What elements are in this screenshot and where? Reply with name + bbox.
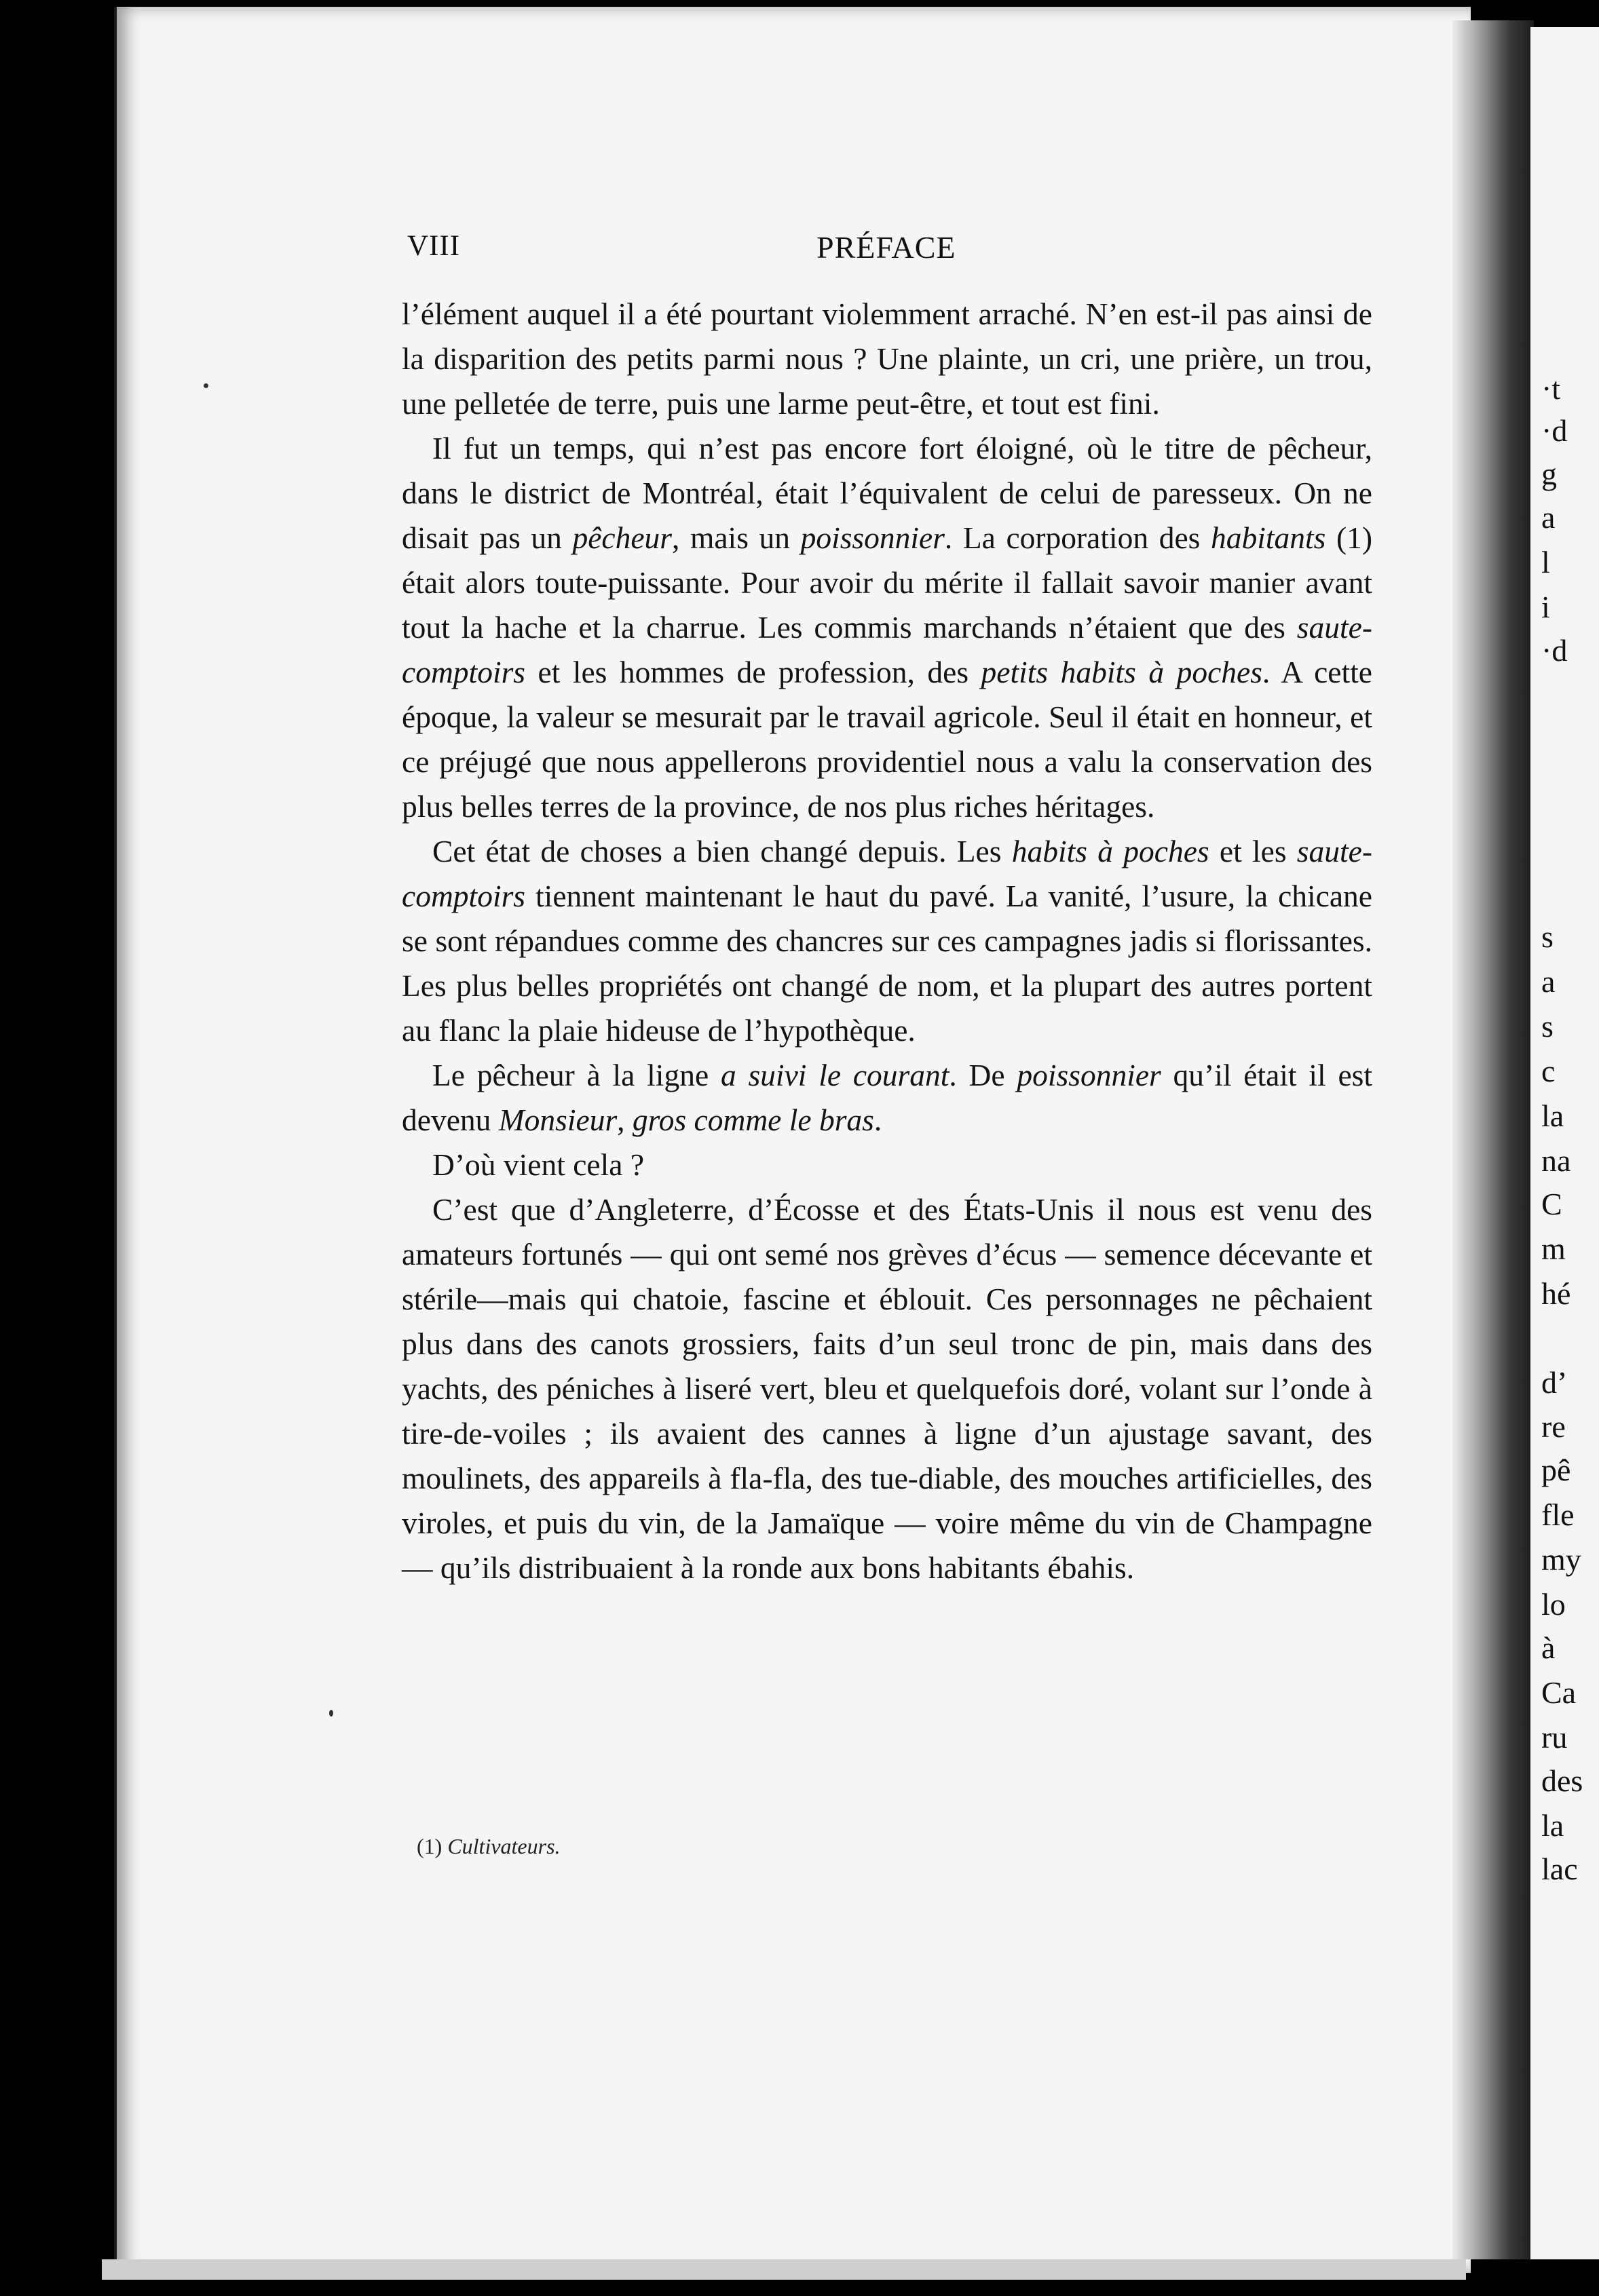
footnote-marker: (1) (417, 1834, 443, 1858)
facing-page-word: a (1541, 500, 1556, 535)
facing-page-word: la (1541, 1098, 1564, 1133)
paragraph (402, 426, 1372, 829)
text-run: l’élément auquel il a été pourtant violemment arraché. N’en est-il pas ainsi de la disparition des petits parmi nous ? Une plainte, un cri, une prière, un trou, une pelletée de terre, puis une larme peut-être, et tout est fini. (402, 296, 1372, 421)
text-run: . (873, 1103, 882, 1137)
text-run: , mais un (672, 520, 801, 555)
facing-page-word: g (1541, 457, 1557, 491)
text-run: tiennent maintenant le haut du pavé. La vanité, l’usure, la chicane se sont répandues comme des chancres sur ces campagnes jadis si florissantes. Les plus belles propriétés ont changé de nom, et la plupart des autres portent au flanc la plaie hideuse de l’hypothèque. (402, 879, 1372, 1048)
text-run: (1) était alors toute-puissante. Pour avoir du mérite il fallait savoir manier avant tout la hache et la charrue. Les commis marchands n’étaient que des (402, 520, 1373, 645)
facing-page-word: na (1541, 1143, 1571, 1178)
facing-page-word: à (1541, 1630, 1556, 1665)
text-run: D’où vient cela ? (432, 1147, 645, 1182)
facing-page-word: i (1541, 590, 1550, 624)
italic-text: a suivi le courant (720, 1058, 949, 1092)
text-run: , (617, 1103, 633, 1137)
paragraph (402, 292, 1372, 426)
facing-page-word: lac (1541, 1852, 1578, 1886)
footnote-text: Cultivateurs. (447, 1834, 561, 1858)
italic-text: petits habits à poches (981, 655, 1262, 689)
text-run: Le pêcheur à la ligne (432, 1058, 721, 1092)
italic-text: gros comme le bras (632, 1103, 874, 1137)
facing-page-word: lo (1541, 1587, 1566, 1622)
facing-page-word: ·d (1541, 413, 1568, 448)
facing-page-word: m (1541, 1231, 1566, 1266)
book-gutter-shadow (1452, 20, 1534, 2259)
facing-page-word: l (1541, 545, 1550, 579)
facing-page-word: pê (1541, 1453, 1571, 1487)
body-text (402, 292, 1372, 1590)
italic-text: poissonnier (800, 520, 945, 555)
text-run: Cet état de choses a bien changé depuis. Les (432, 834, 1012, 868)
facing-page-word: d’ (1541, 1365, 1568, 1400)
scan-speck (329, 1710, 333, 1717)
text-run: qu’il était il est devenu (402, 1058, 1372, 1137)
facing-page-word: a (1541, 964, 1556, 999)
italic-text: pêcheur (572, 520, 673, 555)
facing-page-word: re (1541, 1409, 1566, 1444)
facing-page-word: C (1541, 1187, 1562, 1221)
facing-page-fragment (1530, 27, 1599, 2259)
facing-page-word: my (1541, 1542, 1581, 1577)
text-run: et les (1209, 834, 1297, 868)
paragraph (402, 829, 1372, 1053)
italic-text: Monsieur (498, 1103, 618, 1137)
facing-page-word: hé (1541, 1276, 1571, 1311)
scan-speck (204, 383, 208, 388)
italic-text: habitants (1210, 520, 1326, 555)
facing-page-word: ·d (1541, 633, 1568, 668)
paragraph (402, 1187, 1372, 1590)
page-number: VIII (407, 230, 461, 262)
text-run: C’est que d’Angleterre, d’Écosse et des États-Unis il nous est venu des amateurs fortunés — qui ont semé nos grèves d’écus — semence décevante et stérile—mais qui chatoie, fascine et éblouit. Ces personnages ne pêchaient plus dans des canots grossiers, faits d’un seul tronc de pin, mais dans des yachts, des péniches à liseré vert, bleu et quelquefois doré, volant sur l’onde à tire-de-voiles ; ils avaient des cannes à ligne d’un ajustage savant, des moulinets, des appareils à fla-fla, des tue-diable, des mouches artificielles, des viroles, et puis du vin, de la Jamaïque — voire même du vin de Champagne — qu’ils distribuaient à la ronde aux bons habitants ébahis. (402, 1192, 1372, 1585)
italic-text: poissonnier (1017, 1058, 1161, 1092)
facing-page-word: fle (1541, 1497, 1575, 1532)
italic-text: saute-comptoirs (402, 610, 1372, 689)
text-run: . La corporation des (944, 520, 1211, 555)
facing-page-word: c (1541, 1054, 1556, 1088)
facing-page-word: des (1541, 1763, 1583, 1798)
italic-text: saute-comptoirs (402, 834, 1372, 913)
text-run: Il fut un temps, qui n’est pas encore fort éloigné, où le titre de pêcheur, dans le district de Montréal, était l’équivalent de celui de paresseux. On ne disait pas un (402, 431, 1372, 555)
page-header (407, 229, 1371, 270)
paragraph (402, 1053, 1372, 1143)
italic-text: habits à poches (1011, 834, 1209, 868)
text-run: . De (949, 1058, 1017, 1092)
running-head: PRÉFACE (816, 230, 956, 265)
facing-page-word: s (1541, 1009, 1554, 1044)
footnote (417, 1834, 561, 1859)
facing-page-word: ·t (1541, 371, 1561, 406)
facing-page-word: Ca (1541, 1675, 1577, 1710)
page-edge (102, 2259, 1466, 2280)
facing-page-word: la (1541, 1808, 1564, 1843)
text-run: et les hommes de profession, des (525, 655, 981, 689)
facing-page-word: s (1541, 919, 1554, 954)
text-run: . A cette époque, la valeur se mesurait par le travail agricole. Seul il était en honneur, et ce préjugé que nous appellerons providentiel nous a valu la conservation des plus belles terres de la province, de nos plus riches héritages. (402, 655, 1372, 824)
paragraph (402, 1143, 1372, 1187)
facing-page-word: ru (1541, 1720, 1568, 1755)
